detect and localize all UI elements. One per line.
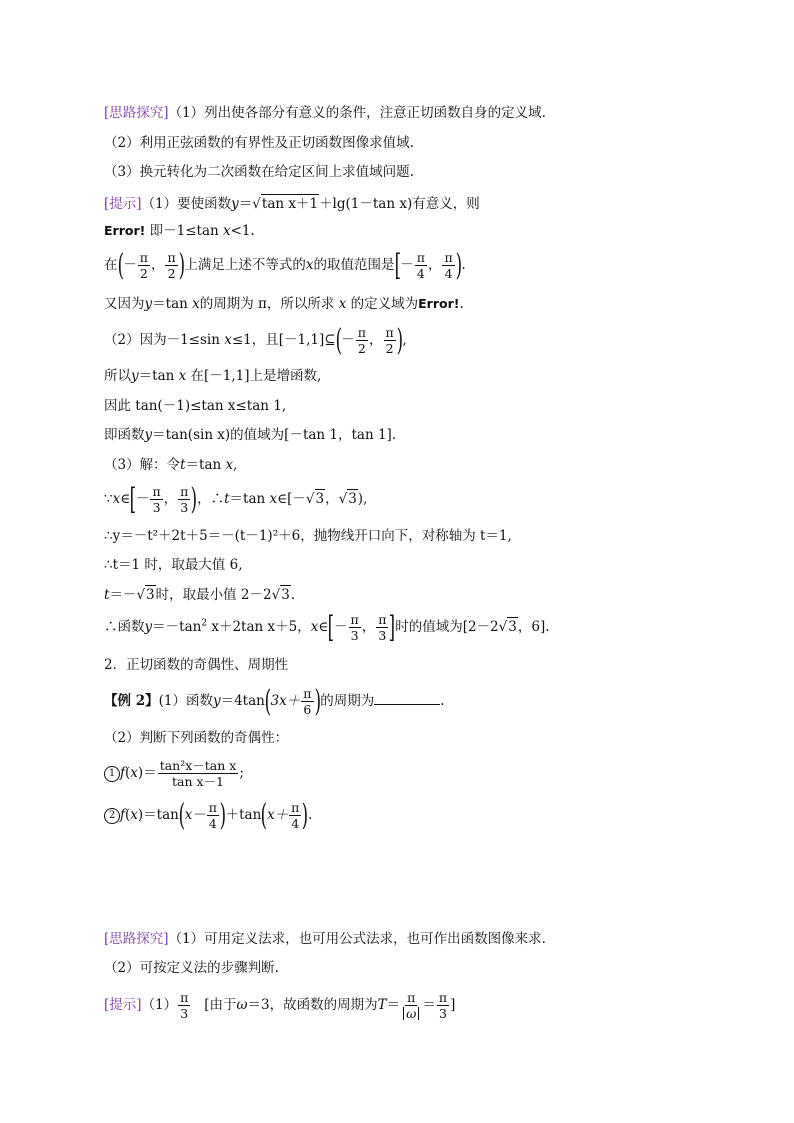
part3-line-3: ∴y＝－t²＋2t＋5＝－(t－1)²＋6，抛物线开口向下，对称轴为 t＝1,	[104, 528, 512, 544]
part3-line-5: t＝－√3时，取最小值 2－2√3.	[104, 587, 296, 603]
hint-line-1: [提示]（1）要使函数y＝√tan x＋1＋lg(1－tan x)有意义，则	[104, 196, 480, 212]
part3-line-4: ∴t＝1 时，取最大值 6,	[104, 557, 243, 573]
hint-tag: [提示]	[104, 196, 142, 212]
example-2: 【例 2】(1）函数y＝4tan(3x＋ $\frac{\pi}{6}$ )的周期为 .	[104, 683, 445, 719]
part2-line-1: （2）因为－1≤sin x≤1，且[－1,1]⊆(－ $\frac{\pi}{2}$ ， $\frac{\pi}{2}$ ),	[104, 322, 407, 358]
part2-line-3: 因此 tan(－1)≤tan x≤tan 1,	[104, 398, 287, 414]
sqrt-sign: √	[252, 196, 261, 212]
hint-tag: [提示]	[104, 997, 142, 1013]
hint-line-2: Error! 即－1≤tan x<1.	[104, 223, 255, 239]
part3-line-2: ∵x∈[－ $\frac{\pi}{3}$ ， $\frac{\pi}{3}$ )，∴t＝tan x∈[－√3，√3),	[104, 481, 368, 517]
example-2-part-2: （2）判断下列函数的奇偶性：	[104, 730, 289, 746]
analysis-2-line-1: [思路探究]（1）可用定义法求，也可用公式法求，也可作出函数图像来求.	[104, 931, 546, 947]
sqrt-radicand: tan x＋1	[261, 196, 319, 212]
part3-line-6: ∴函数$y=-\tan^2$ x＋2tan x＋5，x∈[－ $\frac{\pi}{3}$ ， $\frac{\pi}{3}$ ]时的值域为[2－2√3，6].	[104, 609, 550, 645]
fraction: $\frac{\pi}{6}$	[303, 686, 312, 717]
fraction: $\frac{\pi}{3}$	[438, 990, 448, 1021]
example-2-item-1: 1 f(x)＝ $\frac{\text{tan²x－tan x}}{\text{tan x－1}}$ ;	[104, 758, 244, 789]
fraction: $\frac{\pi}{3}$	[180, 990, 189, 1021]
error-placeholder: Error!	[104, 223, 146, 238]
circled-number: 1	[104, 766, 120, 782]
fraction: $\frac{\pi}{4}$	[291, 800, 300, 831]
analysis-line-1: [思路探究]（1）列出使各部分有意义的条件，注意正切函数自身的定义域.	[104, 105, 546, 121]
fraction: $\frac{\pi}{4}$	[416, 250, 425, 281]
hint-2-line-1: [提示]（1） $\frac{\pi}{3}$ [由于ω＝3，故函数的周期为T＝ $\frac{\pi}{\omega}$ ＝ $\frac{\pi}{3}$ ]	[104, 990, 456, 1021]
fraction: $\frac{\pi}{4}$	[444, 250, 453, 281]
hint-line-4: 又因为y＝tan x的周期为 π，所以所求 x 的定义域为Error!.	[104, 296, 464, 312]
fraction: $\frac{\pi}{2}$	[139, 250, 148, 281]
analysis-2-line-2: （2）可按定义法的步骤判断.	[104, 960, 279, 976]
fraction: $\frac{\text{tan²x－tan x}}{\text{tan x－1}}$	[159, 758, 237, 789]
analysis-tag: [思路探究]	[104, 105, 169, 121]
fraction: $\frac{\pi}{4}$	[208, 800, 217, 831]
fraction: $\frac{\pi}{\omega}$	[401, 990, 421, 1021]
answer-blank[interactable]	[374, 690, 440, 705]
example-2-item-2: 2 f(x)＝tan(x－ $\frac{\pi}{4}$ )＋tan(x＋ $\frac{\pi}{4}$ ).	[104, 800, 312, 831]
hint-line-3: 在(－ $\frac{\pi}{2}$ ， $\frac{\pi}{2}$ )上满足上述不等式的x的取值范围是[－ $\frac{\pi}{4}$ ， $\frac{\pi}{4}$ ).	[104, 247, 466, 283]
section-2-title: 2．正切函数的奇偶性、周期性	[104, 657, 289, 673]
analysis-tag: [思路探究]	[104, 931, 169, 947]
analysis-line-2: （2）利用正弦函数的有界性及正切函数图像求值域.	[104, 135, 414, 151]
circled-number: 2	[104, 808, 120, 824]
fraction: $\frac{\pi}{2}$	[357, 325, 367, 356]
fraction: $\frac{\pi}{2}$	[385, 325, 394, 356]
fraction: $\frac{\pi}{3}$	[152, 484, 161, 515]
part2-line-2: 所以y＝tan x 在[－1,1]上是增函数,	[104, 368, 322, 384]
fraction: $\frac{\pi}{2}$	[167, 250, 176, 281]
part2-line-4: 即函数y＝tan(sin x)的值域为[－tan 1，tan 1].	[104, 427, 397, 443]
fraction: $\frac{\pi}{3}$	[378, 612, 387, 643]
error-placeholder: Error!	[418, 296, 460, 311]
fraction: $\frac{\pi}{3}$	[350, 612, 359, 643]
analysis-line-3: （3）换元转化为二次函数在给定区间上求值域问题.	[104, 164, 414, 180]
part3-line-1: （3）解：令t＝tan x,	[104, 457, 238, 473]
fraction: $\frac{\pi}{3}$	[180, 484, 189, 515]
